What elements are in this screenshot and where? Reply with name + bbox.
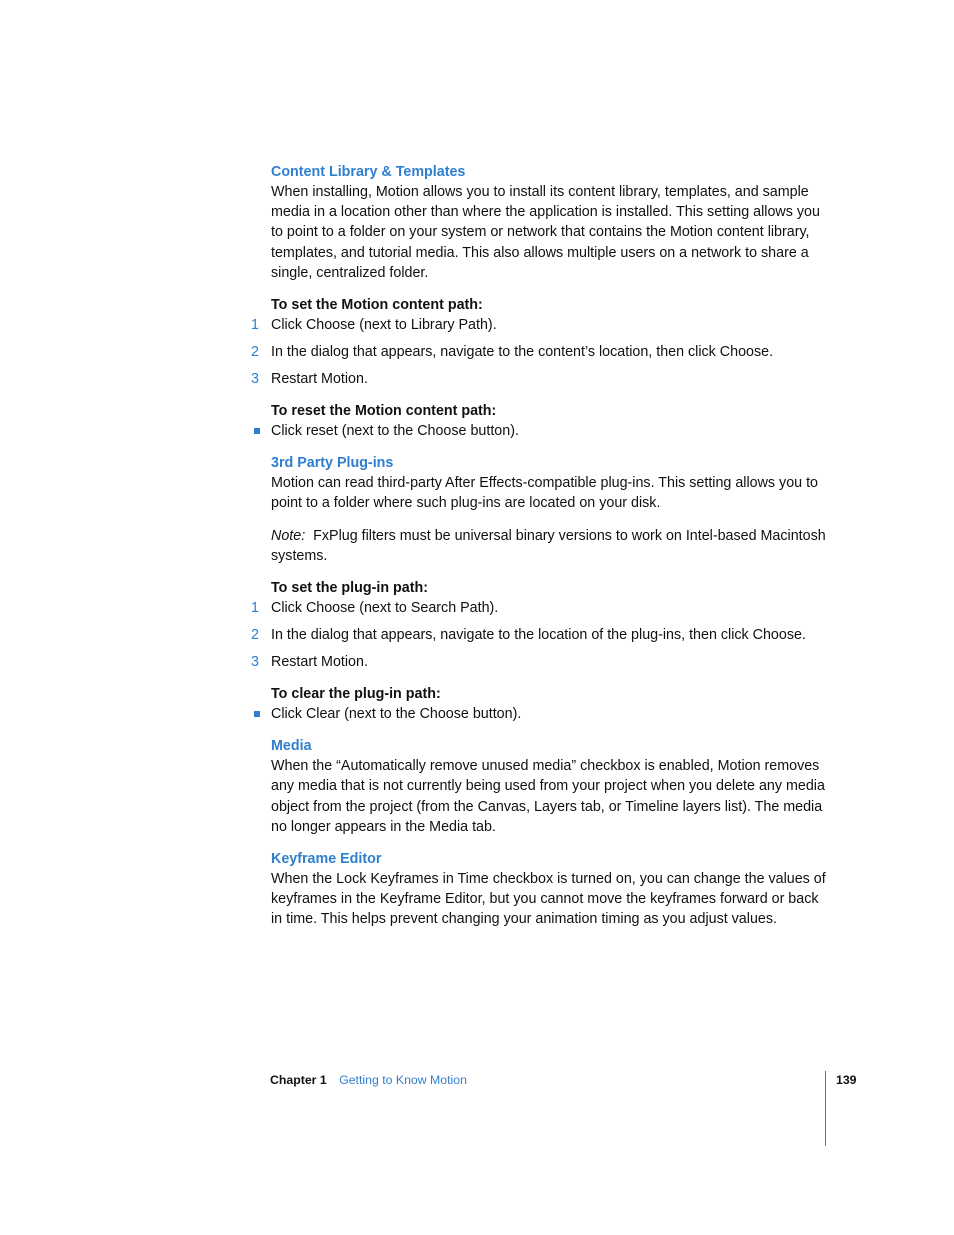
square-bullet-icon	[254, 428, 260, 434]
list-item	[251, 625, 831, 645]
task-title-reset-content-path: To reset the Motion content path:	[271, 402, 497, 419]
step-text: Click Choose (next to Library Path).	[271, 317, 497, 334]
list-item	[271, 704, 831, 724]
footer-chapter: Chapter 1	[270, 1073, 327, 1087]
step-number: 1	[251, 600, 259, 617]
note-label: Note:	[271, 527, 306, 544]
plugins-note	[271, 526, 831, 566]
section-heading-plugins: 3rd Party Plug-ins	[271, 455, 394, 472]
list-item	[251, 315, 831, 335]
page-footer	[270, 1072, 467, 1088]
step-text: Click Choose (next to Search Path).	[271, 600, 499, 617]
bullet-text: Click Clear (next to the Choose button).	[271, 706, 522, 723]
square-bullet-icon	[254, 711, 260, 717]
plugins-body: Motion can read third-party After Effects-compatible plug-ins. This setting allows you to point to a folder where such plug-ins are located on your disk.	[271, 475, 818, 512]
set-content-path-steps	[251, 315, 831, 389]
step-text: Restart Motion.	[271, 370, 368, 387]
step-number: 1	[251, 317, 259, 334]
media-body: When the “Automatically remove unused media” checkbox is enabled, Motion removes any media that is not currently being used from your project when you delete any media object from the project (from the Canvas, Layers tab, or Timeline layers list). The media no longer appears in the Media tab.	[271, 758, 825, 835]
task-title-set-content-path: To set the Motion content path:	[271, 297, 483, 314]
step-number: 3	[251, 653, 259, 670]
task-title-clear-plugin-path: To clear the plug-in path:	[271, 685, 441, 702]
list-item	[251, 652, 831, 672]
section-heading-keyframe-editor: Keyframe Editor	[271, 851, 382, 868]
footer-chapter-title: Getting to Know Motion	[339, 1073, 467, 1087]
footer-divider	[825, 1071, 826, 1146]
bullet-text: Click reset (next to the Choose button).	[271, 423, 519, 440]
list-item	[251, 598, 831, 618]
task-title-set-plugin-path: To set the plug-in path:	[271, 580, 428, 597]
step-number: 2	[251, 343, 259, 360]
step-text: Restart Motion.	[271, 653, 368, 670]
section-heading-content-library: Content Library & Templates	[271, 164, 466, 180]
step-text: In the dialog that appears, navigate to the content’s location, then click Choose.	[271, 343, 774, 360]
content-library-body: When installing, Motion allows you to install its content library, templates, and sample media in a location other than where the application is installed. This setting allows you to point to a folder on your system or network that contains the Motion content library, templates, and tutorial media. This also allows multiple users on a network to share a single, centralized folder.	[271, 184, 820, 281]
step-number: 2	[251, 626, 259, 643]
page-content	[251, 162, 831, 930]
step-text: In the dialog that appears, navigate to the location of the plug-ins, then click Choose.	[271, 626, 806, 643]
list-item	[271, 421, 831, 441]
section-heading-media: Media	[271, 738, 312, 755]
step-number: 3	[251, 370, 259, 387]
list-item	[251, 342, 831, 362]
page-number: 139	[836, 1073, 857, 1087]
set-plugin-path-steps	[251, 598, 831, 672]
keyframe-editor-body: When the Lock Keyframes in Time checkbox is turned on, you can change the values of keyframes in the Keyframe Editor, but you cannot move the keyframes forward or back in time. This helps prevent changing your animation timing as you adjust values.	[271, 871, 826, 928]
note-text: FxPlug filters must be universal binary versions to work on Intel-based Macintosh systems.	[271, 527, 826, 564]
list-item	[251, 369, 831, 389]
